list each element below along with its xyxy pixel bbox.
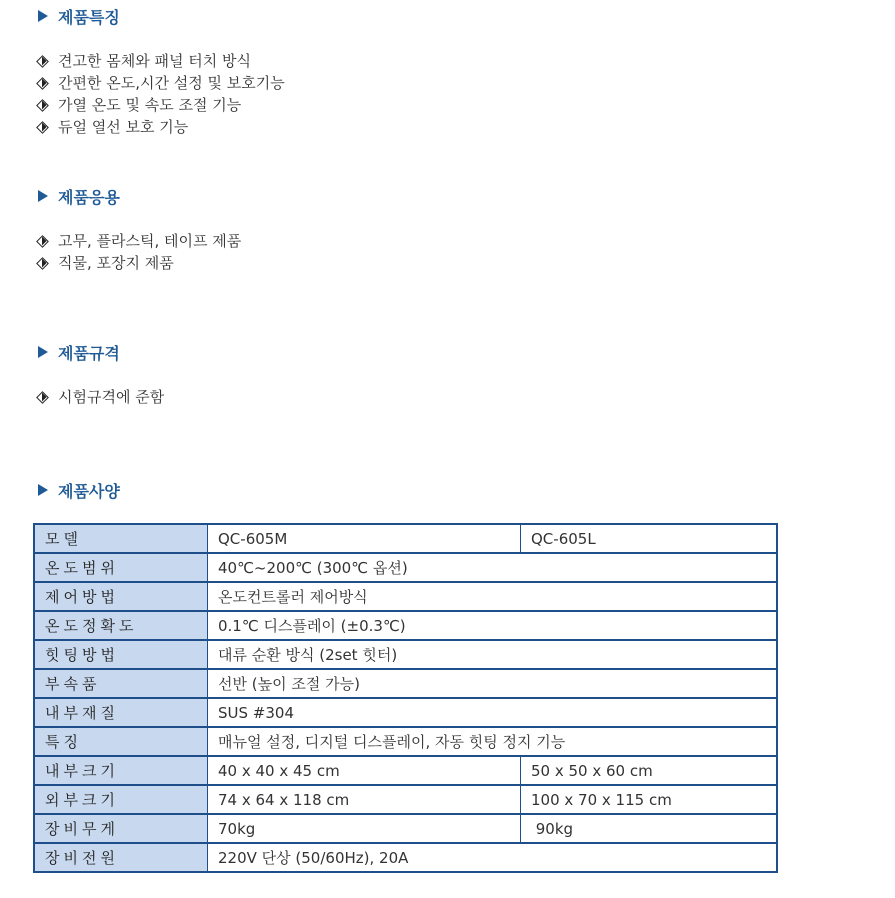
row-label: 부속품 [34,669,208,698]
cell-value: 74 x 64 x 118 cm [208,785,521,814]
section-title-specs [38,479,120,501]
row-label: 온도정확도 [34,611,208,640]
table-row [34,814,777,843]
features-title: 제품특징 [58,7,120,27]
table-row [34,611,777,640]
list-item: 간편한 온도,시간 설정 및 보호기능 [36,72,285,94]
diamond-bullet-icon [36,55,49,68]
section-title-applications [38,185,120,207]
section-title-features [38,5,120,27]
row-label: 내부크기 [34,756,208,785]
table-row [34,727,777,756]
list-item: 시험규격에 준함 [36,386,164,408]
cell-value: 70kg [208,814,521,843]
cell-value: 선반 (높이 조절 가능) [208,669,778,698]
cell-value: 220V 단상 (50/60Hz), 20A [208,843,778,872]
table-row [34,669,777,698]
triangle-bullet-icon [38,484,48,496]
table-row [34,756,777,785]
diamond-bullet-icon [36,391,49,404]
row-label: 장비전원 [34,843,208,872]
table-row [34,640,777,669]
row-label: 힛팅방법 [34,640,208,669]
applications-list [36,230,241,274]
table-row [34,582,777,611]
row-label: 온도범위 [34,553,208,582]
cell-value: 온도컨트롤러 제어방식 [208,582,778,611]
table-row [34,524,777,553]
row-label: 모델 [34,524,208,553]
table-row [34,785,777,814]
diamond-bullet-icon [36,77,49,90]
list-item: 고무, 플라스틱, 테이프 제품 [36,230,241,252]
cell-value: 매뉴얼 설정, 디지털 디스플레이, 자동 힛팅 정지 기능 [208,727,778,756]
cell-value: 0.1℃ 디스플레이 (±0.3℃) [208,611,778,640]
table-row [34,698,777,727]
diamond-bullet-icon [36,121,49,134]
section-title-standards [38,341,120,363]
cell-value: 50 x 50 x 60 cm [521,756,778,785]
triangle-bullet-icon [38,346,48,358]
spec-table [33,523,778,873]
cell-value: 대류 순환 방식 (2set 힛터) [208,640,778,669]
list-item: 가열 온도 및 속도 조절 기능 [36,94,285,116]
cell-value: QC-605M [208,524,521,553]
list-item: 듀얼 열선 보호 기능 [36,116,285,138]
table-row [34,553,777,582]
diamond-bullet-icon [36,99,49,112]
row-label: 특징 [34,727,208,756]
diamond-bullet-icon [36,257,49,270]
standards-title: 제품규격 [58,343,120,363]
standards-list [36,386,164,408]
cell-value: 40℃~200℃ (300℃ 옵션) [208,553,778,582]
cell-value: QC-605L [521,524,778,553]
row-label: 외부크기 [34,785,208,814]
diamond-bullet-icon [36,235,49,248]
features-list [36,50,285,138]
row-label: 장비무게 [34,814,208,843]
cell-value: 100 x 70 x 115 cm [521,785,778,814]
cell-value: SUS #304 [208,698,778,727]
row-label: 내부재질 [34,698,208,727]
table-row [34,843,777,872]
list-item: 직물, 포장지 제품 [36,252,241,274]
triangle-bullet-icon [38,190,48,202]
applications-title: 제품응용 [58,187,120,207]
list-item: 견고한 몸체와 패널 터치 방식 [36,50,285,72]
cell-value: 90kg [521,814,778,843]
triangle-bullet-icon [38,10,48,22]
cell-value: 40 x 40 x 45 cm [208,756,521,785]
row-label: 제어방법 [34,582,208,611]
specs-title: 제품사양 [58,481,120,501]
